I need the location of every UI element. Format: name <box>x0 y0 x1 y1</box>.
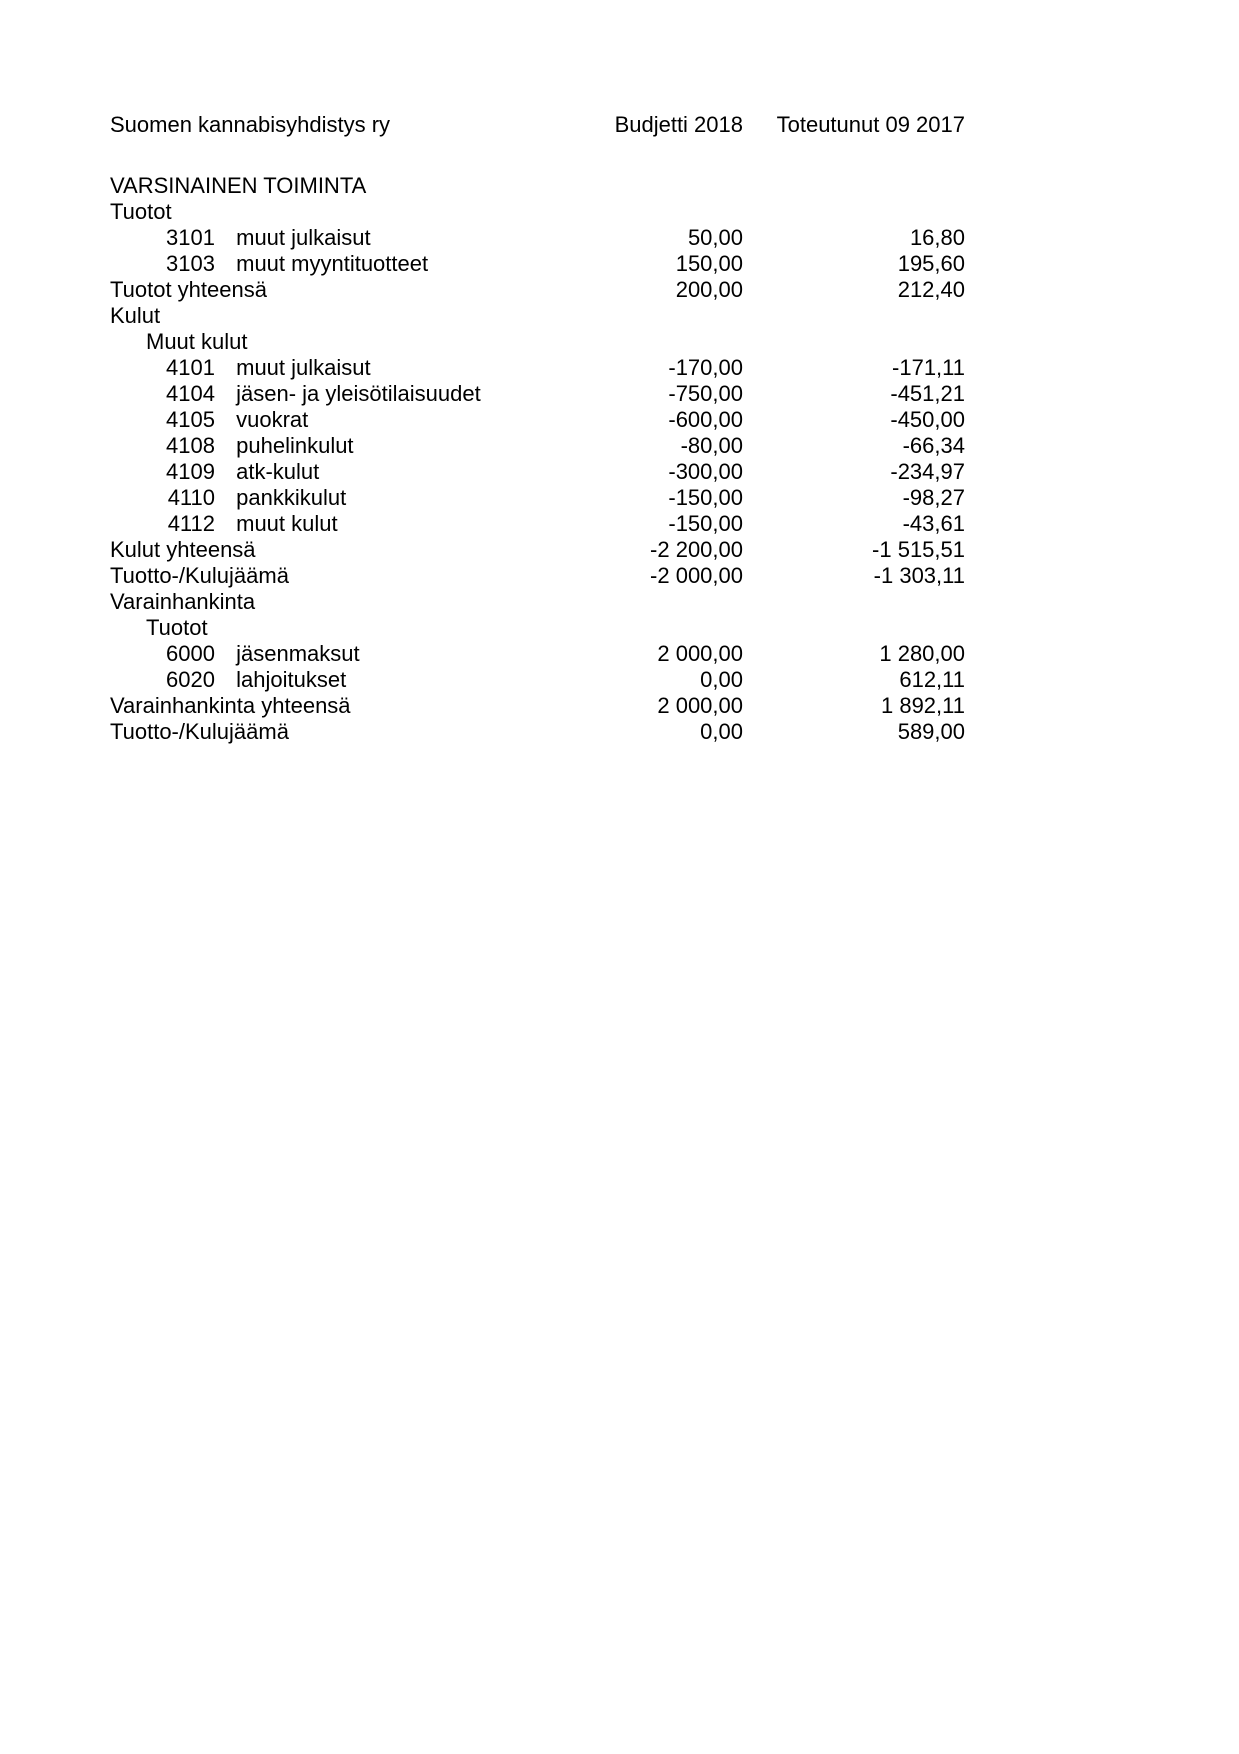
budget-value <box>530 329 743 355</box>
row-label: Varainhankinta <box>110 589 256 614</box>
budget-value <box>530 173 743 199</box>
row-label: jäsen- ja yleisötilaisuudet <box>236 381 481 406</box>
account-code: 3103 <box>166 251 215 276</box>
table-row <box>110 537 970 563</box>
row-label: Tuotot <box>110 199 172 224</box>
actual-value: 16,80 <box>909 225 965 250</box>
row-label: Tuotot <box>146 615 208 640</box>
table-row <box>110 719 970 745</box>
row-label: Tuotto-/Kulujäämä <box>110 563 289 588</box>
row-label: Muut kulut <box>146 329 248 354</box>
actual-value: -66,34 <box>902 433 965 458</box>
actual-value: 1 892,11 <box>880 693 965 718</box>
actual-value: -1 515,51 <box>872 537 965 562</box>
row-label: vuokrat <box>236 407 309 432</box>
table-row <box>110 199 970 225</box>
account-code: 4112 <box>167 511 215 536</box>
table-rows <box>110 173 970 745</box>
actual-value: -234,97 <box>890 459 965 484</box>
table-row <box>110 381 970 407</box>
table-row <box>110 225 970 251</box>
actual-value: -451,21 <box>890 381 965 406</box>
budget-value: -300,00 <box>668 459 743 484</box>
row-label: Kulut yhteensä <box>110 537 256 562</box>
actual-value <box>743 329 965 355</box>
actual-value: -450,00 <box>890 407 965 432</box>
actual-value <box>743 173 965 199</box>
budget-value: -170,00 <box>668 355 743 380</box>
row-label: pankkikulut <box>236 485 347 510</box>
column-header-budget: Budjetti 2018 <box>614 112 743 137</box>
budget-value <box>530 615 743 641</box>
actual-value: -43,61 <box>902 511 965 536</box>
actual-value <box>743 589 965 615</box>
row-label: puhelinkulut <box>236 433 354 458</box>
budget-value: 0,00 <box>700 667 743 692</box>
account-code: 4110 <box>167 485 215 510</box>
budget-value: -2 200,00 <box>650 537 743 562</box>
budget-value: -750,00 <box>668 381 743 406</box>
budget-value <box>530 303 743 329</box>
table-row <box>110 667 970 693</box>
table-row <box>110 693 970 719</box>
account-code: 4108 <box>166 433 215 458</box>
row-label: Varainhankinta yhteensä <box>110 693 351 718</box>
row-label: muut julkaisut <box>236 225 371 250</box>
account-code: 4105 <box>166 407 215 432</box>
budget-value: 0,00 <box>700 719 743 744</box>
row-label: muut julkaisut <box>236 355 371 380</box>
budget-table <box>110 112 970 745</box>
budget-value: -2 000,00 <box>650 563 743 588</box>
actual-value: 612,11 <box>899 667 965 692</box>
table-row <box>110 641 970 667</box>
table-row <box>110 329 970 355</box>
account-code: 4109 <box>166 459 215 484</box>
account-code: 4104 <box>166 381 215 406</box>
actual-value: 212,40 <box>897 277 965 302</box>
header-row <box>110 112 970 138</box>
row-label: VARSINAINEN TOIMINTA <box>110 173 367 198</box>
budget-value: 150,00 <box>675 251 743 276</box>
budget-value: 50,00 <box>687 225 743 250</box>
budget-value: 200,00 <box>675 277 743 302</box>
table-row <box>110 511 970 537</box>
table-row <box>110 563 970 589</box>
actual-value: -98,27 <box>902 485 965 510</box>
account-code: 6020 <box>166 667 215 692</box>
actual-value: -171,11 <box>892 355 965 380</box>
row-label: Kulut <box>110 303 161 328</box>
table-row <box>110 277 970 303</box>
actual-value <box>743 615 965 641</box>
header-gap <box>110 138 970 173</box>
table-row <box>110 459 970 485</box>
actual-value <box>743 199 965 225</box>
organization-title: Suomen kannabisyhdistys ry <box>110 112 391 137</box>
table-row <box>110 303 970 329</box>
column-header-actual: Toteutunut 09 2017 <box>776 112 965 137</box>
table-row <box>110 433 970 459</box>
budget-value: -150,00 <box>668 485 743 510</box>
actual-value: 589,00 <box>897 719 965 744</box>
budget-value <box>530 589 743 615</box>
actual-value <box>743 303 965 329</box>
row-label: lahjoitukset <box>236 667 347 692</box>
row-label: muut kulut <box>236 511 338 536</box>
budget-value: -150,00 <box>668 511 743 536</box>
row-label: muut myyntituotteet <box>236 251 429 276</box>
table-row <box>110 355 970 381</box>
budget-value <box>530 199 743 225</box>
row-label: Tuotto-/Kulujäämä <box>110 719 289 744</box>
budget-value: 2 000,00 <box>657 641 743 666</box>
table-row <box>110 407 970 433</box>
account-code: 6000 <box>166 641 215 666</box>
budget-value: -80,00 <box>680 433 743 458</box>
account-code: 4101 <box>166 355 215 380</box>
row-label: Tuotot yhteensä <box>110 277 267 302</box>
budget-value: 2 000,00 <box>657 693 743 718</box>
actual-value: 195,60 <box>897 251 965 276</box>
row-label: jäsenmaksut <box>236 641 360 666</box>
table-row <box>110 251 970 277</box>
actual-value: 1 280,00 <box>879 641 965 666</box>
budget-value: -600,00 <box>668 407 743 432</box>
account-code: 3101 <box>166 225 215 250</box>
table-row <box>110 589 970 615</box>
table-row <box>110 485 970 511</box>
row-label: atk-kulut <box>236 459 320 484</box>
actual-value: -1 303,11 <box>873 563 965 588</box>
table-row <box>110 615 970 641</box>
table-row <box>110 173 970 199</box>
